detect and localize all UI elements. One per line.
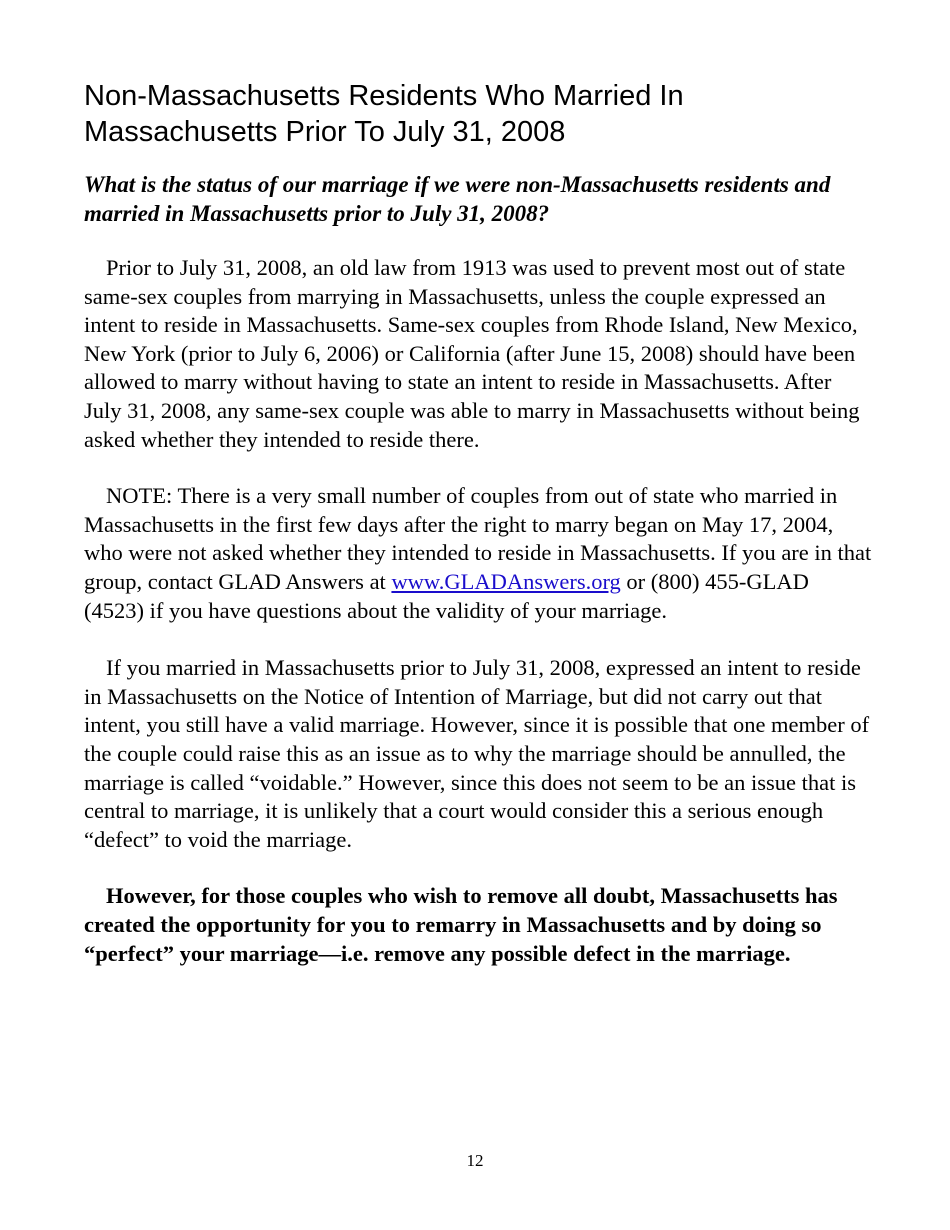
page-title-line-2: Massachusetts Prior To July 31, 2008 — [84, 116, 566, 148]
document-page — [84, 78, 874, 996]
page-title-line-1: Non-Massachusetts Residents Who Married In — [84, 80, 684, 112]
question-heading: What is the status of our marriage if we were non-Massachusetts residents and married in Massachusetts prior to July 31, 2008? — [84, 172, 831, 226]
glad-answers-link[interactable]: www.GLADAnswers.org — [391, 568, 621, 594]
paragraph-remarry: However, for those couples who wish to remove all doubt, Massachusetts has created the opportunity for you to remarry in Massachusetts and by doing so “perfect” your marriage—i.e. remove any possible defect in the marriage. — [84, 883, 838, 967]
paragraph-note — [84, 482, 874, 625]
note-text-after-link: or (800) 455-GLAD (4523) if you have questions about the validity of your marriage. — [84, 568, 809, 623]
note-text-before-link: NOTE: There is a very small number of couples from out of state who married in Massachusetts in the first few days after the right to marry began on May 17, 2004, who were not asked whether they intended to reside in Massachusetts. If you are in that group, contact GLAD Answers at — [84, 483, 872, 594]
paragraph-voidable: If you married in Massachusetts prior to July 31, 2008, expressed an intent to reside in Massachusetts on the Notice of Intention of Marriage, but did not carry out that intent, you still have a valid marriage. However, since it is possible that one member of the couple could raise this as an issue as to why the marriage should be annulled, the marriage is called “voidable.” However, since this does not seem to be an issue that is central to marriage, it is unlikely that a court would consider this a serious enough “defect” to void the marriage. — [84, 655, 870, 852]
page-title — [84, 78, 874, 150]
paragraph-history: Prior to July 31, 2008, an old law from 1913 was used to prevent most out of state same-sex couples from marrying in Massachusetts, unless the couple expressed an intent to reside in Massachusetts. Same-sex couples from Rhode Island, New Mexico, New York (prior to July 6, 2006) or California (after June 15, 2008) should have been allowed to marry without having to state an intent to reside in Massachusetts. After July 31, 2008, any same-sex couple was able to marry in Massachusetts without being asked whether they intended to reside there. — [84, 255, 860, 452]
page-number: 12 — [466, 1151, 484, 1170]
